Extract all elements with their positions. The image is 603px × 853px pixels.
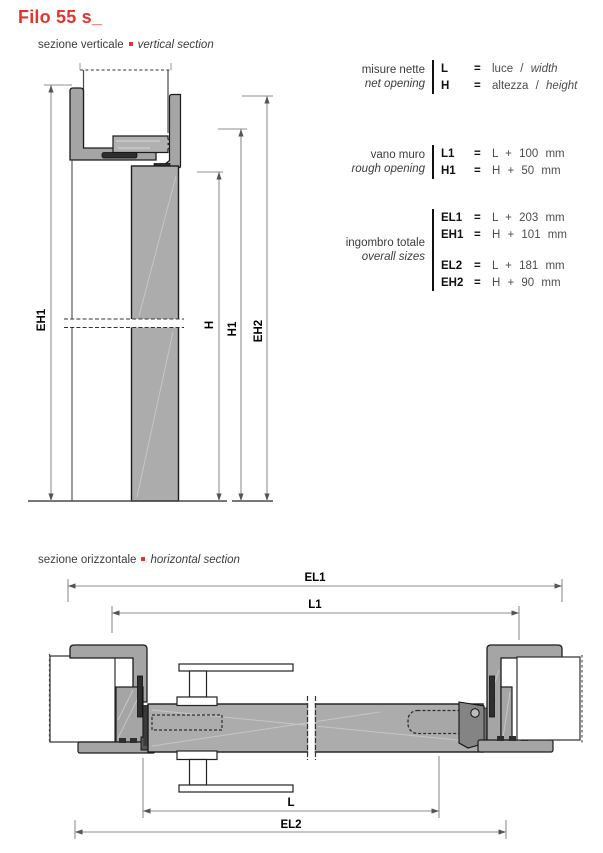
dim-label-EL2: EL2 <box>280 819 302 831</box>
vertical-section-label-it: sezione verticale <box>38 39 124 51</box>
legend-label: ingombro totale overall sizes <box>345 237 425 263</box>
dim-label-EL1: EL1 <box>304 572 326 584</box>
vertical-section-label-en: vertical section <box>137 39 214 51</box>
counterframe-profile-top <box>177 664 293 706</box>
dim-label-H: H <box>204 320 216 330</box>
legend-label: misure nette net opening <box>361 64 425 90</box>
page-title: Filo 55 s_ <box>18 7 103 27</box>
legend-row: EH2 = H + 90 mm <box>441 276 561 289</box>
horizontal-section-label-en: horizontal section <box>150 554 240 566</box>
vertical-section-drawing <box>28 63 273 501</box>
dim-label-EH1: EH1 <box>36 308 48 332</box>
legend-row: L = luce / width <box>441 62 558 75</box>
legend-row: EL1 = L + 203 mm <box>441 211 565 224</box>
dim-label-EH2: EH2 <box>253 319 265 343</box>
dim-label-H1: H1 <box>227 321 239 337</box>
legend-row: H1 = H + 50 mm <box>441 164 561 177</box>
legend-row: L1 = L + 100 mm <box>441 147 565 160</box>
dim-label-L: L <box>287 797 295 809</box>
counterframe-profile-bottom <box>177 751 293 792</box>
horizontal-section-label-it: sezione orizzontale <box>38 554 137 566</box>
legend-row: H = altezza / height <box>441 79 578 92</box>
legend-label: vano muro rough opening <box>351 149 425 175</box>
horizontal-section-drawing <box>50 572 583 839</box>
legend-row: EL2 = L + 181 mm <box>441 259 565 272</box>
dim-label-L1: L1 <box>308 599 322 611</box>
legend-row: EH1 = H + 101 mm <box>441 228 567 241</box>
